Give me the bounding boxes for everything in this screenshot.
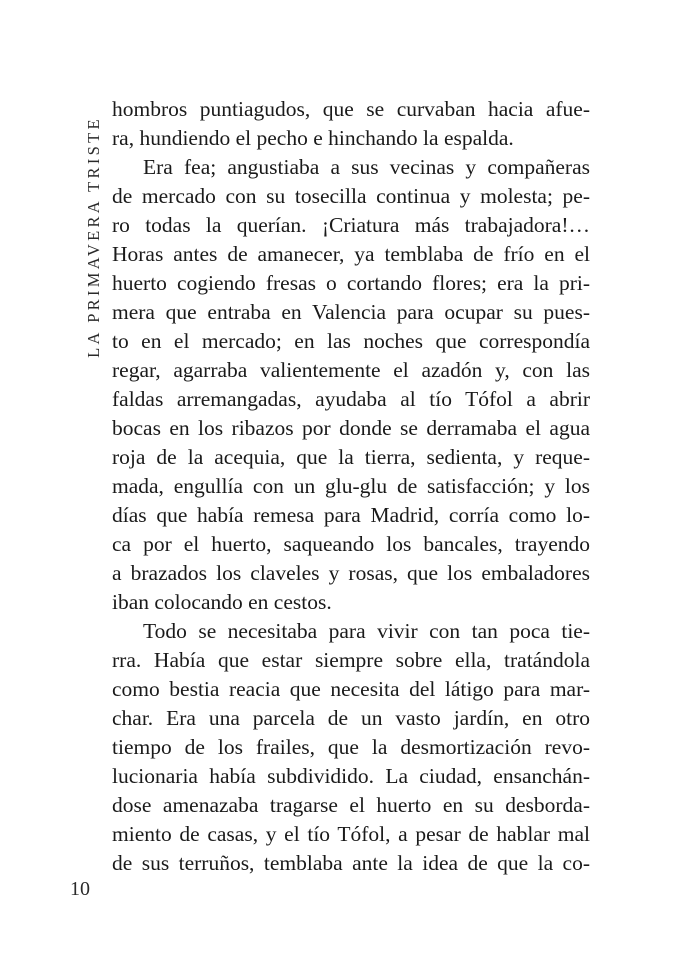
text-line: de mercado con su tosecilla continua y molesta; pe- [112,184,590,208]
text-line: faldas arremangadas, ayudaba al tío Tófol a abrir [112,387,590,411]
text-line: días que había remesa para Madrid, corría como lo- [112,503,590,527]
text-line: ro todas la querían. ¡Criatura más trabajadora!… [112,213,590,237]
text-line: mada, engullía con un glu-glu de satisfacción; y los [112,474,590,498]
body-text [112,95,590,878]
text-line: roja de la acequia, que la tierra, sedienta, y reque- [112,445,590,469]
text-line: regar, agarraba valientemente el azadón y, con las [112,358,590,382]
text-line: de sus terruños, temblaba ante la idea de que la co- [112,851,590,875]
text-line: Horas antes de amanecer, ya temblaba de frío en el [112,242,590,266]
text-line: iban colocando en cestos. [112,590,332,614]
text-line: huerto cogiendo fresas o cortando flores; era la pri- [112,271,590,295]
text-line: a brazados los claveles y rosas, que los embaladores [112,561,590,585]
text-line: tiempo de los frailes, que la desmortización revo- [112,735,590,759]
text-line: miento de casas, y el tío Tófol, a pesar de hablar mal [112,822,590,846]
page-number: 10 [70,878,90,900]
text-line: dose amenazaba tragarse el huerto en su desborda- [112,793,590,817]
running-head-text: LA PRIMAVERA TRISTE [84,116,103,358]
text-line: Todo se necesitaba para vivir con tan poca tie- [143,619,590,643]
text-line: char. Era una parcela de un vasto jardín, en otro [112,706,590,730]
text-line: to en el mercado; en las noches que correspondía [112,329,590,353]
text-line: lucionaria había subdividido. La ciudad, ensanchán- [112,764,590,788]
text-line: hombros puntiagudos, que se curvaban hacia afue- [112,97,590,121]
text-line: ra, hundiendo el pecho e hinchando la espalda. [112,126,514,150]
text-line: ca por el huerto, saqueando los bancales, trayendo [112,532,590,556]
text-line: Era fea; angustiaba a sus vecinas y compañeras [143,155,590,179]
text-line: como bestia reacia que necesita del látigo para mar- [112,677,590,701]
text-line: mera que entraba en Valencia para ocupar su pues- [112,300,590,324]
text-line: rra. Había que estar siempre sobre ella, tratándola [112,648,590,672]
text-line: bocas en los ribazos por donde se derramaba el agua [112,416,590,440]
